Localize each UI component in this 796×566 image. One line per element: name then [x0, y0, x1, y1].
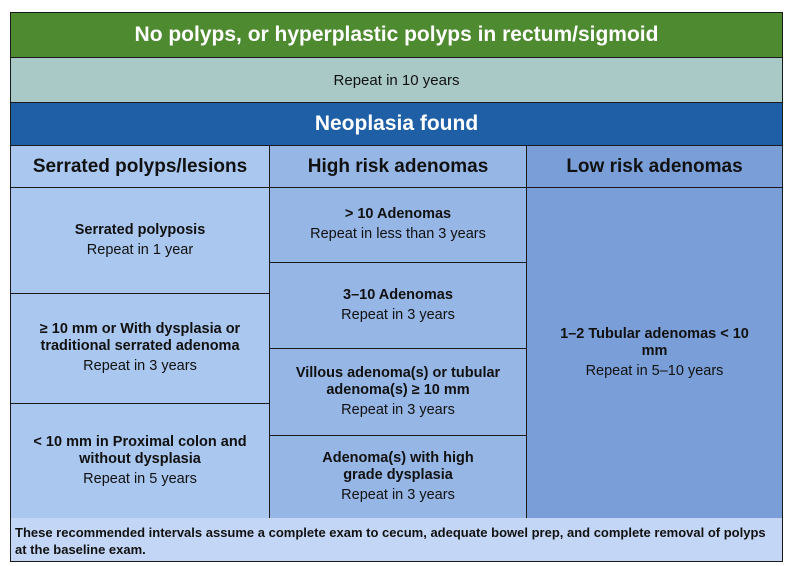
high-risk-header: High risk adenomas: [270, 146, 526, 188]
low-risk-header: Low risk adenomas: [527, 146, 782, 188]
cell-title: ≥ 10 mm or With dysplasia or traditional serrated adenoma: [39, 321, 241, 354]
neoplasia-banner: Neoplasia found: [10, 103, 783, 146]
high-risk-column: [269, 146, 526, 518]
serrated-column: [10, 146, 269, 518]
cell-interval: Repeat in 5 years: [83, 470, 197, 487]
cell-title: Villous adenoma(s) or tubular adenoma(s) ≥ 10 mm: [295, 364, 501, 398]
cell-interval: Repeat in 1 year: [86, 241, 194, 258]
serrated-10mm-cell: [11, 294, 269, 404]
cell-title: Serrated polyposis: [74, 221, 206, 238]
cell-interval: Repeat in 3 years: [341, 401, 455, 418]
serrated-proximal-cell: [11, 404, 269, 518]
serrated-polyposis-cell: [11, 188, 269, 294]
cell-interval: Repeat in 5–10 years: [585, 362, 724, 379]
no-polyps-banner: No polyps, or hyperplastic polyps in rectum/sigmoid: [10, 12, 783, 58]
cell-title: < 10 mm in Proximal colon and without dysplasia: [33, 433, 247, 467]
cell-title: > 10 Adenomas: [344, 206, 452, 222]
high-grade-dysplasia-cell: [270, 436, 526, 518]
3-10-adenomas-cell: [270, 263, 526, 349]
cell-title: 1–2 Tubular adenomas < 10 mm: [560, 325, 749, 359]
cell-interval: Repeat in 3 years: [83, 358, 197, 374]
cell-title: 3–10 Adenomas: [343, 286, 453, 303]
footnote: These recommended intervals assume a complete exam to cecum, adequate bowel prep, and complete removal of polyps at the baseline exam.: [10, 518, 783, 562]
no-polyps-interval: Repeat in 10 years: [10, 58, 783, 103]
over-10-adenomas-cell: [270, 188, 526, 263]
serrated-header: Serrated polyps/lesions: [11, 146, 269, 188]
cell-title: Adenoma(s) with high grade dysplasia: [322, 449, 474, 483]
cell-interval: Repeat in 3 years: [341, 306, 455, 323]
tubular-adenomas-cell: [527, 188, 782, 518]
cell-interval: Repeat in 3 years: [341, 486, 455, 503]
villous-adenoma-cell: [270, 349, 526, 436]
low-risk-column: [526, 146, 783, 518]
cell-interval: Repeat in less than 3 years: [310, 226, 486, 242]
